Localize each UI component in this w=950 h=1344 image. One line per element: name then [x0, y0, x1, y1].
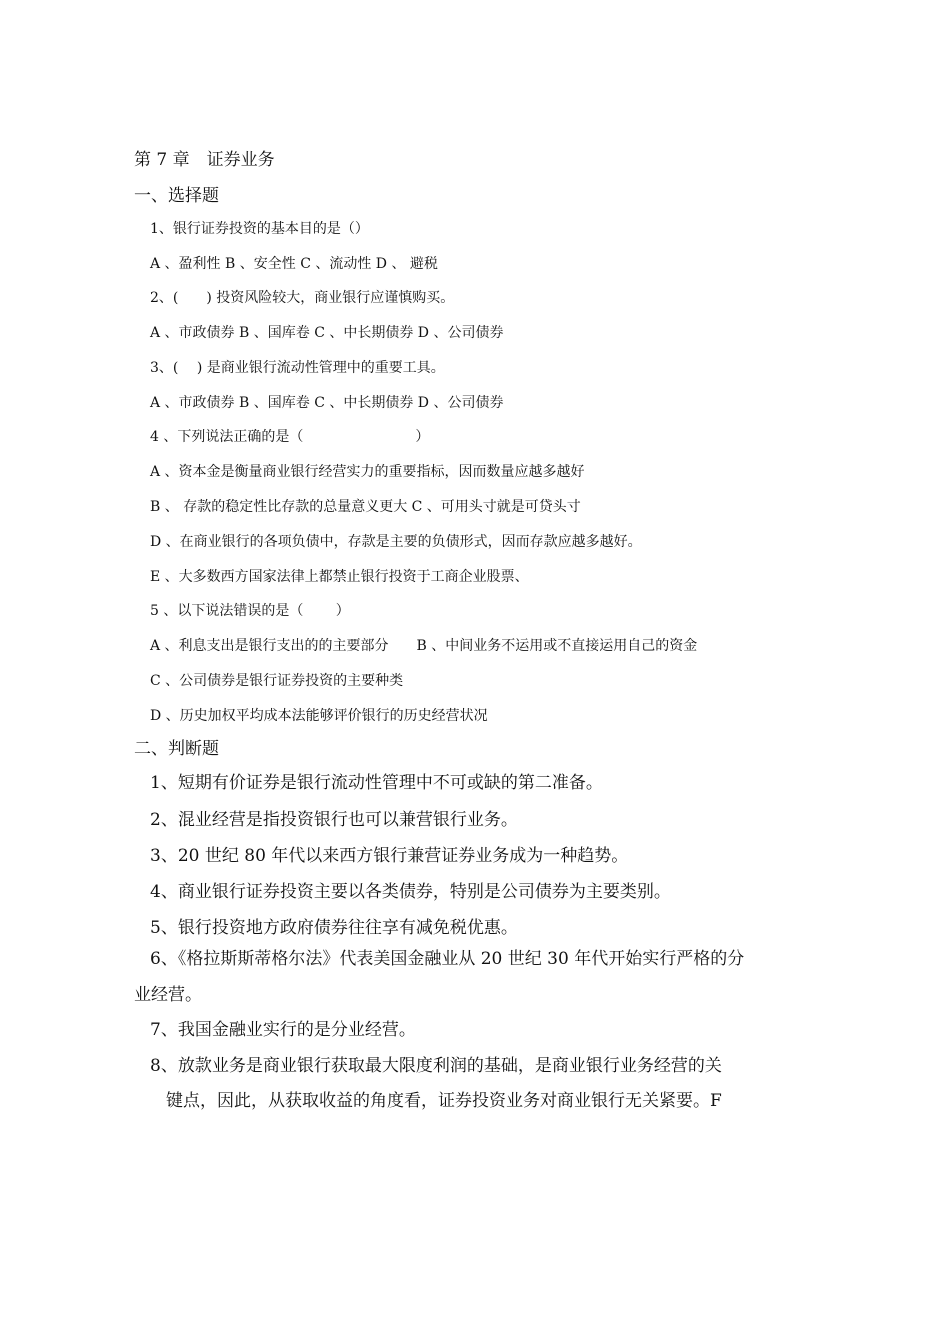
question-5: 5 、以下说法错误的是（ ）	[150, 603, 350, 619]
judgement-2: 2、混业经营是指投资银行也可以兼营银行业务。	[150, 810, 518, 830]
question-3: 3、( ) 是商业银行流动性管理中的重要工具。	[150, 360, 445, 376]
judgement-4: 4、商业银行证券投资主要以各类债券，特别是公司债券为主要类别。	[150, 882, 671, 902]
question-5-option-ab: A 、利息支出是银行支出的的主要部分 B 、中间业务不运用或不直接运用自己的资金	[150, 638, 698, 654]
chapter-title: 第 7 章 证券业务	[134, 150, 275, 170]
question-2-options: A 、市政债券 B 、国库卷 C 、中长期债券 D 、公司债券	[150, 325, 504, 341]
judgement-5: 5、银行投资地方政府债券往往享有减免税优惠。	[150, 918, 518, 938]
question-5-option-d: D 、历史加权平均成本法能够评价银行的历史经营状况	[150, 708, 488, 724]
judgement-6-line-2: 业经营。	[134, 985, 202, 1005]
judgement-8-line-2: 键点，因此，从获取收益的角度看，证券投资业务对商业银行无关紧要。F	[166, 1091, 722, 1111]
judgement-1: 1、短期有价证券是银行流动性管理中不可或缺的第二准备。	[150, 773, 603, 793]
question-3-options: A 、市政债券 B 、国库卷 C 、中长期债券 D 、公司债券	[150, 395, 504, 411]
question-4-option-a: A 、资本金是衡量商业银行经营实力的重要指标，因而数量应越多越好	[150, 464, 585, 480]
question-4-option-d: D 、在商业银行的各项负债中，存款是主要的负债形式，因而存款应越多越好。	[150, 534, 642, 550]
question-1: 1、银行证券投资的基本目的是（）	[150, 221, 369, 237]
question-4-option-e: E 、大多数西方国家法律上都禁止银行投资于工商企业股票、	[150, 569, 529, 585]
judgement-7: 7、我国金融业实行的是分业经营。	[150, 1020, 416, 1040]
question-2: 2、( ) 投资风险较大，商业银行应谨慎购买。	[150, 290, 455, 306]
judgement-6-line-1: 6、《格拉斯斯蒂格尔法》代表美国金融业从 20 世纪 30 年代开始实行严格的分	[150, 949, 745, 969]
question-4: 4 、下列说法正确的是（ ）	[150, 429, 430, 445]
judgement-3: 3、20 世纪 80 年代以来西方银行兼营证券业务成为一种趋势。	[150, 846, 629, 866]
judgement-8-line-1: 8、放款业务是商业银行获取最大限度利润的基础，是商业银行业务经营的关	[150, 1056, 722, 1076]
question-4-option-bc: B 、 存款的稳定性比存款的总量意义更大 C 、可用头寸就是可贷头寸	[150, 499, 581, 515]
section-title-choice: 一、选择题	[134, 186, 219, 206]
question-1-options: A 、盈利性 B 、安全性 C 、流动性 D 、 避税	[150, 256, 438, 272]
section-title-judgement: 二、判断题	[134, 739, 219, 759]
question-5-option-c: C 、公司债券是银行证券投资的主要种类	[150, 673, 404, 689]
